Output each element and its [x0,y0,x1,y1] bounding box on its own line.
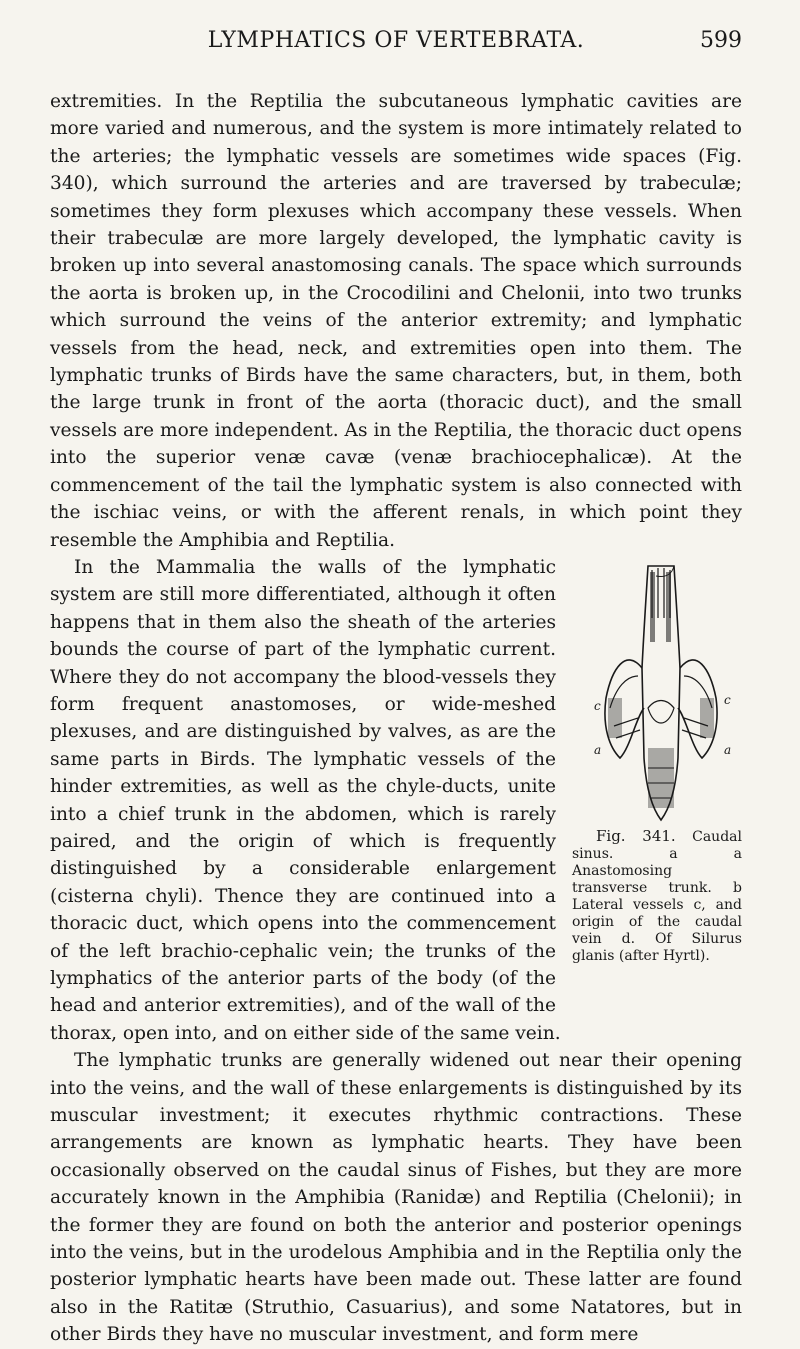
paragraph: extremities. In the Reptilia the subcutaneous lymphatic cavities are more varied and numerous, and the system is more intimately related to the arteries; the lymphatic vessels are sometimes wide spaces (Fig. 340), which surround the arteries and are traversed by trabeculæ; sometimes they form plexuses which accompany these vessels. When their trabeculæ are more largely developed, the lymphatic cavity is broken up into several anastomosing canals. The space which surrounds the aorta is broken up, in the Crocodilini and Chelonii, into two trunks which surround the veins of the anterior extremity; and lymphatic vessels from the head, neck, and extremities open into them. The lymphatic trunks of Birds have the same characters, but, in them, both the large trunk in front of the aorta (thoracic duct), and the small vessels are more independent. As in the Reptilia, the thoracic duct opens into the superior venæ cavæ (venæ brachiocephalicæ). At the commencement of the tail the lymphatic system is also connected with the ischiac veins, or with the afferent renals, in which point they resemble the Amphibia and Reptilia. [50,91,742,551]
figure-caption-text: Caudal sinus. a a Anastomosing transverse trunk. b Lateral vessels c, and origin of the caudal vein d. Of Silurus glanis (after Hyrtl). [572,828,742,964]
paragraph-with-figure [50,554,742,1047]
figure-number: Fig. 341. [596,826,676,845]
label-c-right: c [724,692,731,707]
page-number: 599 [700,28,742,53]
paragraph-text: In the Mammalia the walls of the lymphatic system are still more differentiated, although it often happens that in them also the sheath of the arteries bounds the course of part of the lymphatic current. Where they do not accompany the blood-vessels they form frequent anastomoses, or wide-meshed plexuses, and are distinguished by valves, as are the same parts in Birds. The lymphatic vessels of the hinder extremities, as well as the chyle-ducts, unite into a chief trunk in the abdomen, which is rarely paired, and the origin of which is frequently distinguished by a considerable enlargement (cisterna chyli). Thence they are continued into a thoracic duct, which opens into the commencement of the left brachio-cephalic vein; the trunks of the lymphatics of the anterior parts of the body (of the head and anterior extremities), and of the wall of the thorax, open into, and on either side of the same vein. [50,556,561,1044]
label-a-left: a [594,742,602,757]
paragraph: The lymphatic trunks are generally widened out near their opening into the veins, and the wall of these enlargements is distinguished by its muscular investment; it executes rhythmic contractions. These arrangements are known as lymphatic hearts. They have been occasionally observed on the caudal sinus of Fishes, but they are more accurately known in the Amphibia (Ranidæ) and Reptilia (Chelonii); in the former they are found on both the anterior and posterior openings into the veins, but in the urodelous Amphibia and in the Reptilia only the posterior lymphatic hearts have been made out. These latter are found also in the Ratitæ (Struthio, Casuarius), and some Natatores, but in other Birds they have no muscular investment, and form mere [50,1050,742,1346]
body-text [50,88,742,1349]
label-c-left: c [594,698,601,713]
figure-341 [572,558,742,988]
page-header [50,28,742,68]
running-title: LYMPHATICS OF VERTEBRATA. [207,28,585,53]
label-a-right: a [724,742,732,757]
figure-caption [572,828,742,965]
caudal-sinus-illustration [586,558,736,828]
